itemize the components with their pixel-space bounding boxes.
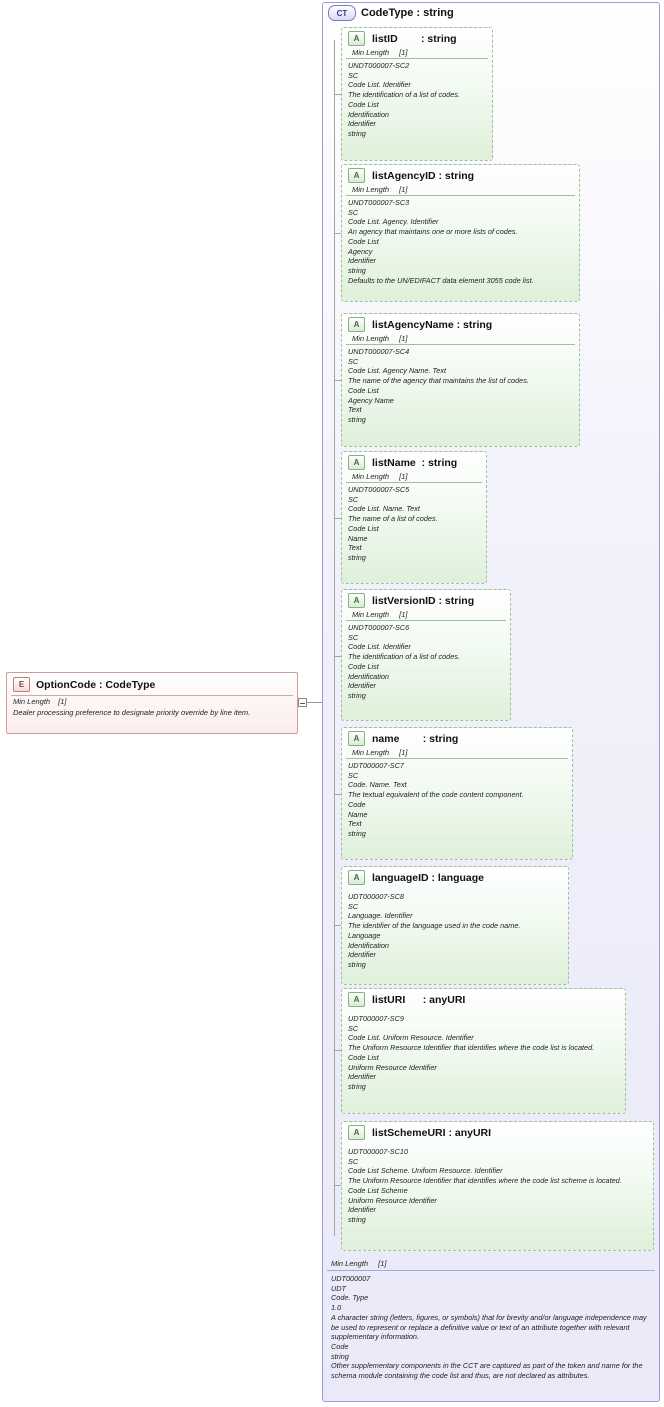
minlength-label: Min Length [352,610,390,619]
attribute-stub [334,794,341,795]
detail-line: UDT000007-SC8 [348,892,404,901]
detail-line: Code List. Uniform Resource. Identifier [348,1033,474,1043]
attribute-stub [334,518,341,519]
footer-minlength-value: [1] [378,1259,387,1268]
attribute-listagencyid[interactable] [341,164,580,302]
attribute-title: listAgencyID : string [372,169,475,182]
footer-minlength-label: Min Length [331,1259,369,1268]
detail-line: Code List. Name. Text [348,504,420,514]
optioncode-minlength-label: Min Length [13,697,51,706]
attribute-listagencyname[interactable] [341,313,580,447]
detail-line: Code. Type [331,1293,369,1303]
detail-line: UNDT000007-SC3 [348,198,410,207]
detail-line: Language. Identifier [348,911,413,921]
detail-line: The Uniform Resource Identifier that identifies where the code list scheme is located. [348,1176,622,1186]
detail-line: SC [348,494,359,504]
detail-line: string [348,128,366,138]
detail-line: UNDT000007-SC4 [348,347,410,356]
detail-line: SC [348,770,359,780]
detail-line: Code. Name. Text [348,780,407,790]
detail-line: Text [348,819,362,829]
attribute-details [342,1141,653,1225]
attribute-title: listName : string [372,456,458,469]
attribute-listschemeuri[interactable] [341,1121,654,1251]
detail-line: string [348,1214,366,1224]
minlength-label: Min Length [352,334,390,343]
minlength-label: Min Length [352,472,390,481]
footer-minlength-row [327,1258,655,1271]
detail-line: The Uniform Resource Identifier that identifies where the code list is located. [348,1043,595,1053]
detail-line: UDT000007-SC7 [348,761,404,770]
detail-line: Identifier [348,256,376,266]
detail-line: 1.0 [331,1303,342,1313]
detail-line: SC [348,632,359,642]
detail-line: string [348,265,366,275]
footer-details [327,1271,655,1381]
detail-line: UNDT000007-SC2 [348,61,410,70]
attribute-title: listSchemeURI : anyURI [372,1126,492,1139]
minlength-value: [1] [399,48,408,57]
attribute-title: languageID : language [372,871,485,884]
detail-line: SC [348,1023,359,1033]
connector-line [307,702,323,703]
attribute-icon: A [348,731,365,746]
optioncode-description: Dealer processing preference to designate priority override by line item. [13,708,251,717]
detail-line: Code List [348,523,379,533]
codetype-header [328,4,454,22]
detail-line: string [348,959,366,969]
attribute-icon: A [348,455,365,470]
attribute-listversionid[interactable] [341,589,511,721]
detail-line: Uniform Resource Identifier [348,1062,437,1072]
attribute-stub [334,1185,341,1186]
attribute-stub [334,233,341,234]
attribute-icon: A [348,168,365,183]
detail-line: Defaults to the UN/EDIFACT data element 3055 code list. [348,275,534,285]
detail-line: string [348,552,366,562]
detail-line: string [331,1351,349,1361]
optioncode-element[interactable] [6,672,298,734]
attribute-title: listAgencyName : string [372,318,493,331]
detail-line: SC [348,356,359,366]
attribute-icon: A [348,31,365,46]
minlength-value: [1] [399,185,408,194]
detail-line: Other supplementary components in the CCT are captured as part of the token and name for the schema module containing the code list and thus, are not declared as attributes. [331,1361,645,1381]
detail-line: Code [331,1341,349,1351]
detail-line: UDT000007-SC9 [348,1014,404,1023]
detail-line: string [348,1081,366,1091]
attribute-icon: A [348,992,365,1007]
minlength-row [346,333,575,345]
detail-line: The identification of a list of codes. [348,652,460,662]
minlength-value: [1] [399,748,408,757]
attribute-title: listVersionID : string [372,594,475,607]
detail-line: The name of the agency that maintains the list of codes. [348,376,529,386]
optioncode-minlength-value: [1] [58,697,67,706]
detail-line: Code List. Identifier [348,642,411,652]
attribute-stub [334,656,341,657]
minlength-row [346,609,506,621]
attribute-listid[interactable] [341,27,493,161]
minlength-value: [1] [399,334,408,343]
optioncode-title: OptionCode : CodeType [36,678,156,691]
attribute-icon: A [348,870,365,885]
minlength-label: Min Length [352,48,390,57]
detail-line: Name [348,809,368,819]
detail-line: Code List. Agency. Identifier [348,217,439,227]
attribute-stub [334,925,341,926]
detail-line: UDT [331,1283,346,1293]
attribute-details [342,621,510,701]
detail-line: Code List [348,385,379,395]
attribute-name[interactable] [341,727,573,860]
detail-line: Text [348,543,362,553]
detail-line: Language [348,930,381,940]
attribute-title: listURI : anyURI [372,993,466,1006]
expand-collapse-toggle[interactable] [298,698,307,707]
detail-line: The name of a list of codes. [348,514,438,524]
detail-line: Text [348,405,362,415]
attribute-stub [334,380,341,381]
minlength-value: [1] [399,610,408,619]
detail-line: Name [348,533,368,543]
detail-line: A character string (letters, figures, or symbols) that for brevity and/or language independence may be used to represent or replace a definitive value or text of an attribute together with relevant supplementary information. [331,1312,649,1342]
detail-line: The identifier of the language used in the code name. [348,921,521,931]
attribute-languageid[interactable] [341,866,569,985]
detail-line: string [348,414,366,424]
detail-line: Identification [348,671,389,681]
detail-line: Agency [348,246,373,256]
minlength-row [346,471,482,483]
detail-line: SC [348,207,359,217]
detail-line: UDT000007-SC10 [348,1147,409,1156]
detail-line: Identifier [348,1205,376,1215]
codetype-title: CodeType : string [361,7,454,19]
attribute-icon: A [348,593,365,608]
detail-line: UDT000007 [331,1274,371,1283]
detail-line: UNDT000007-SC5 [348,485,410,494]
detail-line: Code List [348,236,379,246]
minlength-value: [1] [399,472,408,481]
detail-line: SC [348,901,359,911]
detail-line: Code List. Identifier [348,80,411,90]
attribute-icon: A [348,1125,365,1140]
attribute-details [342,759,572,839]
attribute-details [342,1008,625,1092]
detail-line: Identifier [348,119,376,129]
attribute-title: name : string [372,732,459,745]
attribute-stub [334,94,341,95]
detail-line: Code List [348,1052,379,1062]
detail-line: Code List [348,661,379,671]
attribute-details [342,196,579,285]
detail-line: UNDT000007-SC6 [348,623,410,632]
minlength-row [346,47,488,59]
attribute-details [342,483,486,563]
detail-line: string [348,690,366,700]
detail-line: Code List. Agency Name. Text [348,366,447,376]
optioncode-minlength-row [7,696,297,706]
optioncode-header [7,673,297,694]
element-icon: E [13,677,30,692]
detail-line: Code List Scheme [348,1185,408,1195]
minlength-row [346,747,568,759]
minlength-label: Min Length [352,185,390,194]
detail-line: Code List [348,99,379,109]
detail-line: Identifier [348,950,376,960]
detail-line: Agency Name [348,395,394,405]
detail-line: The identification of a list of codes. [348,90,460,100]
attribute-details [342,345,579,425]
detail-line: string [348,828,366,838]
attribute-stub [334,1050,341,1051]
detail-line: Identifier [348,1072,376,1082]
minlength-row [346,184,575,196]
detail-line: SC [348,70,359,80]
detail-line: Identifier [348,681,376,691]
minlength-label: Min Length [352,748,390,757]
detail-line: The textual equivalent of the code content component. [348,790,524,800]
complex-type-icon: CT [328,5,356,21]
detail-line: Uniform Resource Identifier [348,1195,437,1205]
attribute-listuri[interactable] [341,988,626,1114]
detail-line: Identification [348,940,389,950]
detail-line: SC [348,1156,359,1166]
attribute-title: listID : string [372,32,457,45]
detail-line: Code List Scheme. Uniform Resource. Identifier [348,1166,503,1176]
codetype-footer [327,1258,655,1400]
attribute-rail [334,40,335,1236]
attribute-details [342,59,492,139]
detail-line: An agency that maintains one or more lists of codes. [348,227,518,237]
attribute-icon: A [348,317,365,332]
detail-line: Identification [348,109,389,119]
attribute-listname[interactable] [341,451,487,584]
detail-line: Code [348,799,366,809]
attribute-details [342,886,568,970]
